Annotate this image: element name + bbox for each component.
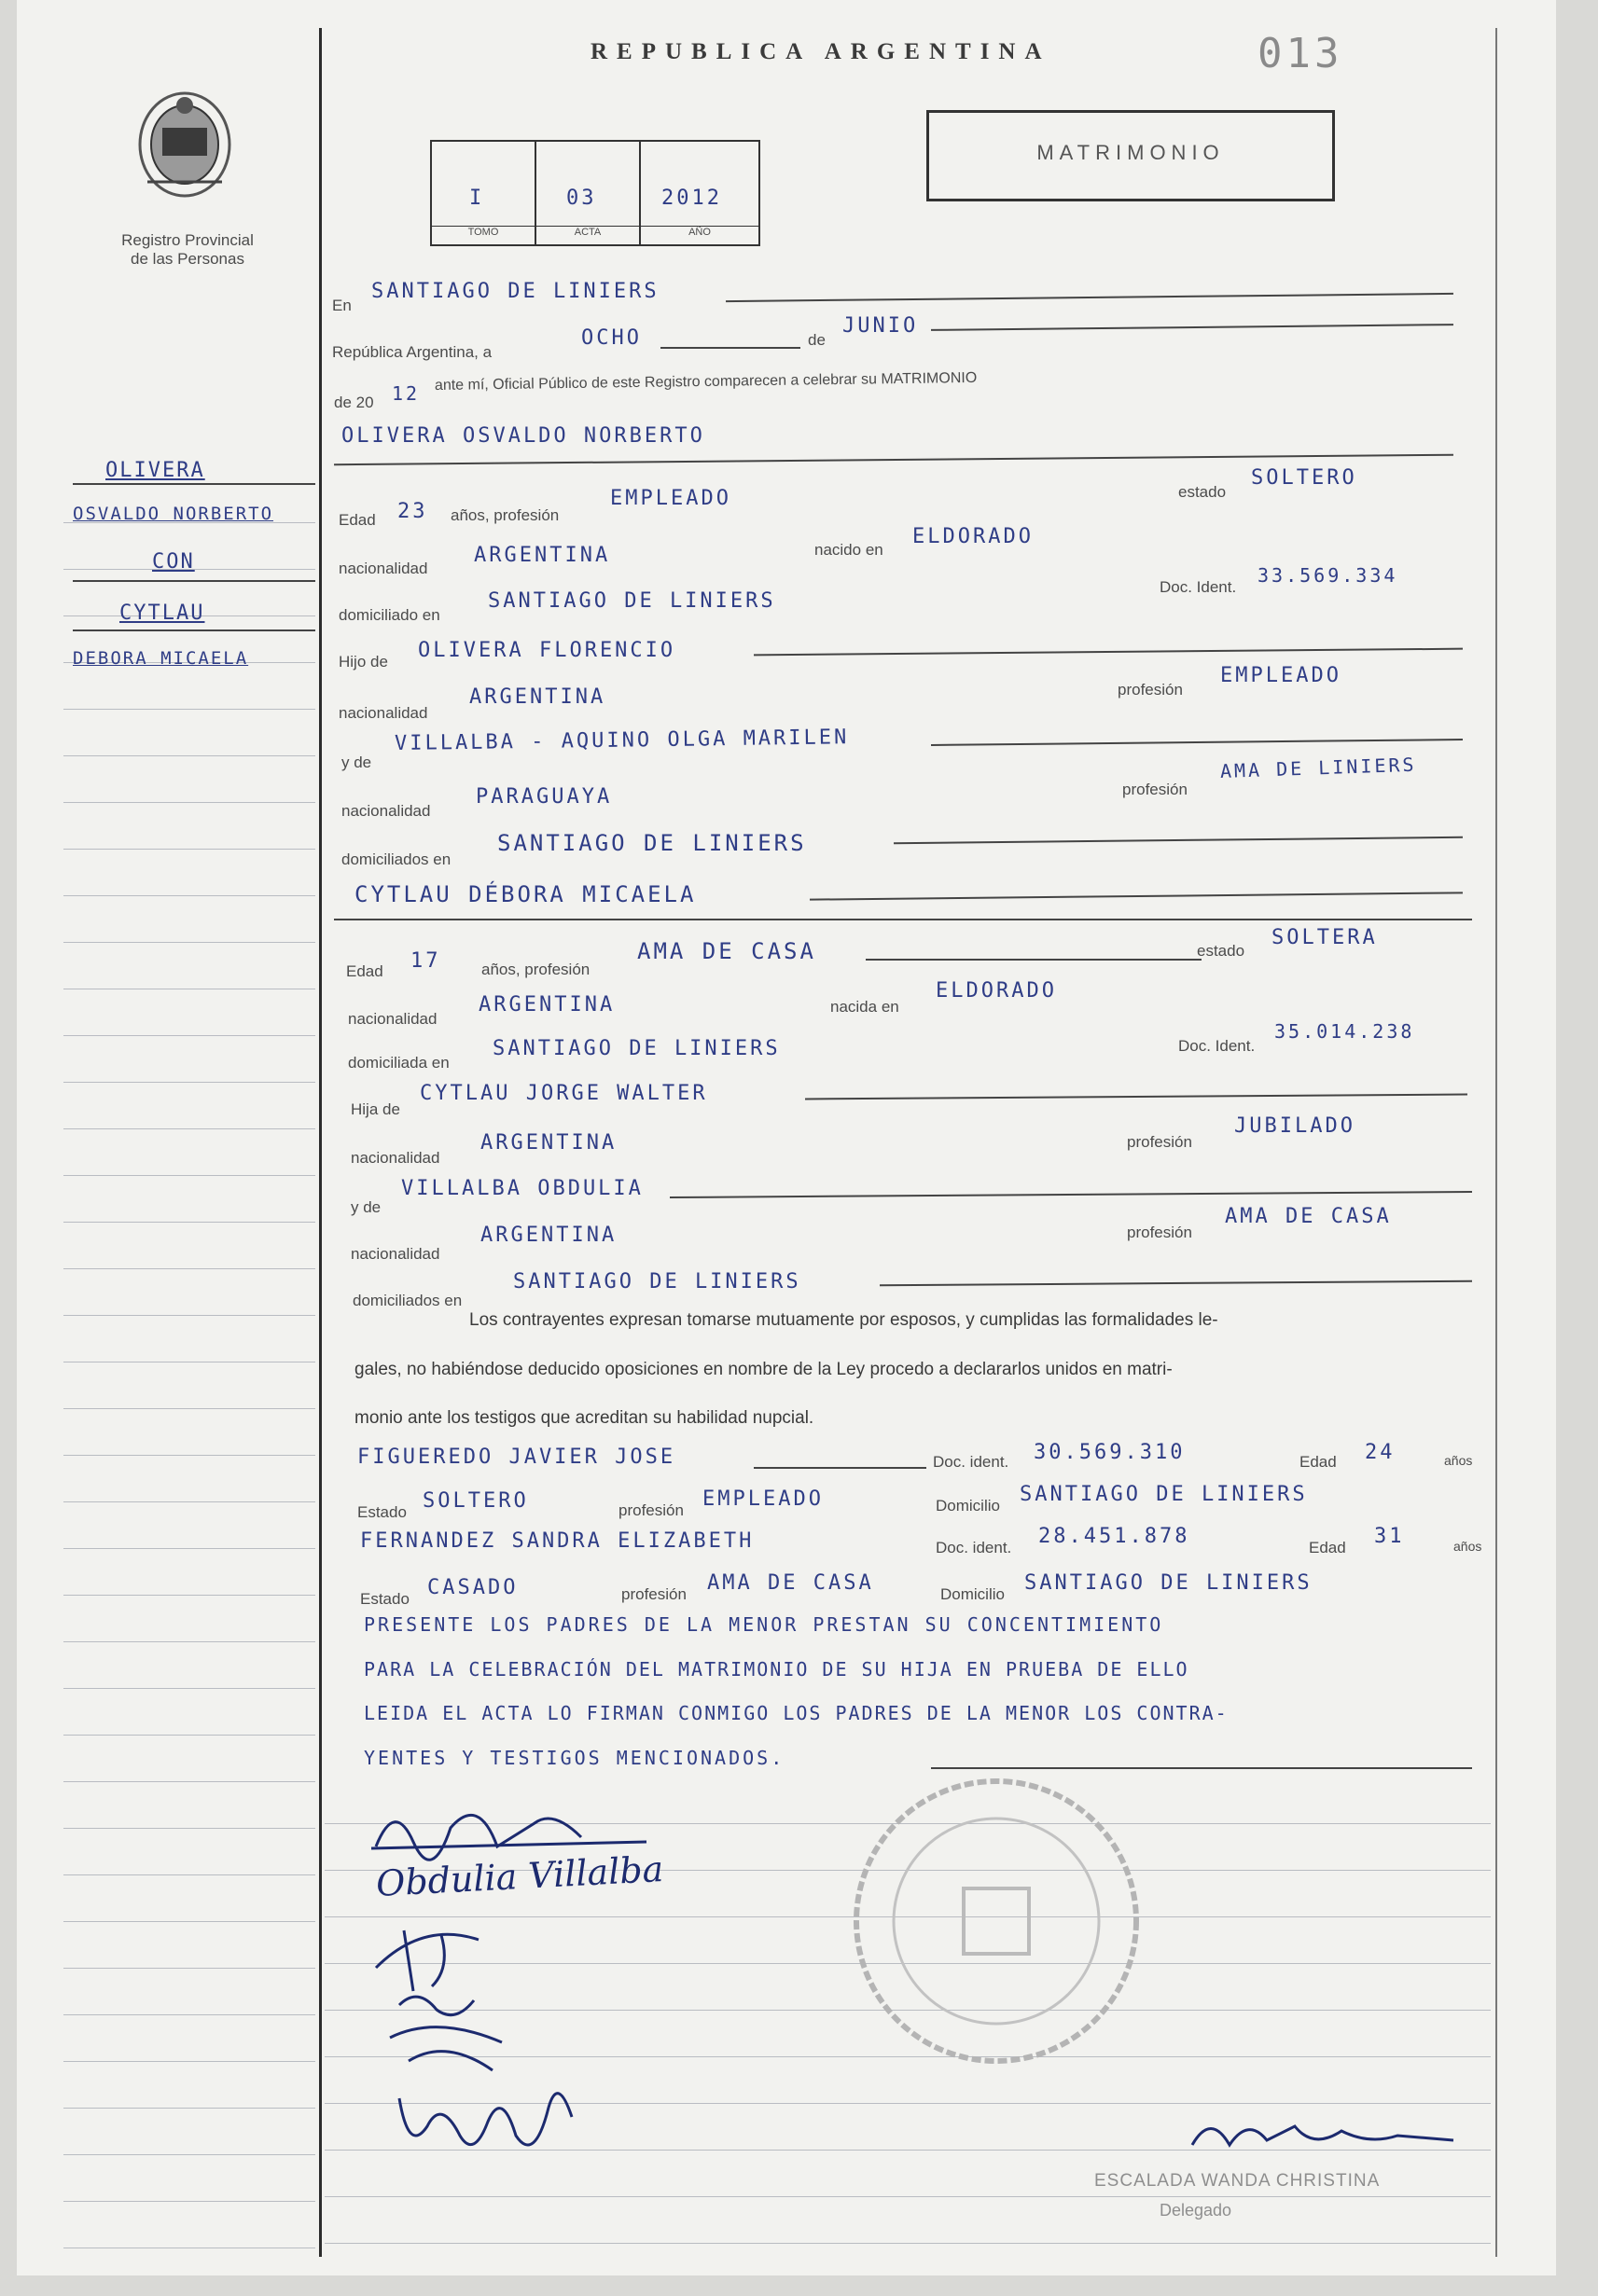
witness-1-anos-label: años: [1444, 1453, 1473, 1468]
groom-father-prof-label: profesión: [1118, 681, 1183, 698]
note-line-3: LEIDA EL ACTA LO FIRMAN CONMIGO LOS PADRES DE LA MENOR LOS CONTRA-: [364, 1702, 1229, 1724]
margin-line-3: CON: [152, 550, 195, 574]
witness-1-age: 24: [1365, 1441, 1396, 1464]
groom-age: 23: [397, 500, 428, 523]
bride-mother-profession: AMA DE CASA: [1225, 1205, 1392, 1228]
bride-birthplace: ELDORADO: [936, 979, 1057, 1003]
bride-doc-label: Doc. Ident.: [1178, 1037, 1256, 1055]
official-seal-icon: [842, 1767, 1150, 2080]
groom-hijo-label: Hijo de: [339, 653, 388, 671]
witness-1-profession: EMPLEADO: [702, 1487, 824, 1511]
bride-father-prof-label: profesión: [1127, 1133, 1192, 1151]
acta-label: ACTA: [536, 226, 639, 238]
groom-estado: SOLTERO: [1251, 466, 1357, 490]
witness-1-domicile: SANTIAGO DE LINIERS: [1020, 1483, 1308, 1506]
intro-day: OCHO: [581, 326, 642, 350]
groom-nacionalidad-label: nacionalidad: [339, 560, 428, 577]
groom-domicile: SANTIAGO DE LINIERS: [488, 589, 776, 613]
bride-profession-line: [866, 959, 1202, 961]
bride-father-profession: JUBILADO: [1234, 1114, 1355, 1138]
document-page: [17, 0, 1556, 2275]
bride-domicile: SANTIAGO DE LINIERS: [493, 1037, 781, 1060]
bride-age: 17: [410, 949, 441, 973]
bride-estado: SOLTERA: [1271, 926, 1378, 949]
witness-2-profession: AMA DE CASA: [707, 1571, 874, 1595]
bride-nationality: ARGENTINA: [479, 993, 616, 1017]
margin-line-5: DEBORA MICAELA: [73, 648, 249, 669]
bride-father: CYTLAU JORGE WALTER: [420, 1082, 708, 1105]
bride-domiciliados-label: domiciliados en: [353, 1292, 463, 1309]
witness-1-estado: SOLTERO: [423, 1489, 529, 1513]
bride-father-nat-label: nacionalidad: [351, 1149, 440, 1167]
witness-2-estado: CASADO: [427, 1576, 519, 1599]
acta-value: 03: [566, 187, 597, 210]
groom-domiciliados-label: domiciliados en: [341, 851, 452, 868]
bride-mother-prof-label: profesión: [1127, 1224, 1192, 1241]
bride-profession: AMA DE CASA: [637, 938, 816, 964]
witness-2-domicilio-label: Domicilio: [940, 1585, 1005, 1603]
witness-2-domicile: SANTIAGO DE LINIERS: [1024, 1571, 1313, 1595]
margin-line-4: CYTLAU: [119, 602, 205, 625]
note-line-1: PRESENTE LOS PADRES DE LA MENOR PRESTAN SU CONCENTIMIENTO: [364, 1613, 1164, 1636]
groom-mother-line: [931, 739, 1463, 746]
bride-nacida-label: nacida en: [830, 998, 899, 1016]
witness-2-doc-label: Doc. ident.: [936, 1539, 1012, 1556]
registry-emblem-icon: [129, 79, 241, 205]
bride-name: CYTLAU DÉBORA MICAELA: [354, 881, 697, 907]
witness-1-estado-label: Estado: [357, 1503, 407, 1521]
bride-domicilio-label: domiciliada en: [348, 1054, 450, 1072]
tomo-value: I: [469, 187, 485, 210]
bride-parents-line: [880, 1280, 1472, 1286]
witness-1-name: FIGUEREDO JAVIER JOSE: [357, 1445, 676, 1469]
groom-father-profession: EMPLEADO: [1220, 664, 1341, 687]
bride-mother-nationality: ARGENTINA: [480, 1224, 618, 1247]
witness-1-profesion-label: profesión: [618, 1501, 684, 1519]
witness-1-name-line: [754, 1467, 926, 1469]
witness-1-domicilio-label: Domicilio: [936, 1497, 1000, 1515]
witness-2-anos-label: años: [1453, 1539, 1482, 1554]
margin-underline: [73, 629, 315, 631]
right-border: [1495, 28, 1497, 2257]
bride-doc: 35.014.238: [1274, 1020, 1415, 1043]
signature-2: Obdulia Villalba: [375, 1847, 665, 1905]
groom-doc-label: Doc. Ident.: [1160, 578, 1237, 596]
intro-day-line: [660, 347, 800, 349]
bride-father-nationality: ARGENTINA: [480, 1131, 618, 1155]
intro-place: SANTIAGO DE LINIERS: [371, 280, 660, 303]
witness-1-edad-label: Edad: [1299, 1453, 1337, 1471]
bride-estado-label: estado: [1197, 942, 1245, 960]
intro-phrase: ante mí, Oficial Público de este Registro comparecen a celebrar su MATRIMONIO: [434, 369, 978, 394]
tomo-cell: [432, 142, 536, 244]
official-stamp-title: Delegado: [1160, 2201, 1232, 2220]
groom-anos-label: años, profesión: [451, 506, 560, 524]
registry-label: Registro Provincial de las Personas: [121, 231, 254, 268]
country-title: REPUBLICA ARGENTINA: [591, 39, 1051, 64]
bride-separator: [334, 919, 1472, 920]
witness-2-doc: 28.451.878: [1038, 1525, 1190, 1548]
statement-line-1: Los contrayentes expresan tomarse mutuamente por esposos, y cumplidas las formalidades le-: [469, 1310, 1218, 1330]
margin-underline: [73, 580, 315, 582]
groom-edad-label: Edad: [339, 511, 376, 529]
groom-parents-domicile: SANTIAGO DE LINIERS: [497, 830, 807, 856]
groom-parents-line: [894, 837, 1463, 844]
intro-month: JUNIO: [842, 314, 919, 338]
groom-father-line: [754, 648, 1463, 657]
witness-2-edad-label: Edad: [1309, 1539, 1346, 1556]
groom-father-nat-label: nacionalidad: [339, 704, 428, 722]
acta-cell: [536, 142, 641, 244]
groom-yde-label: y de: [341, 754, 372, 771]
witness-2-age: 31: [1374, 1525, 1405, 1548]
record-number-box: [430, 140, 760, 246]
statement-line-2: gales, no habiéndose deducido oposiciones en nombre de la Ley procedo a declararlos unidos en matri-: [354, 1360, 1173, 1379]
groom-name: OLIVERA OSVALDO NORBERTO: [341, 424, 705, 448]
ano-cell: [641, 142, 758, 244]
groom-father: OLIVERA FLORENCIO: [418, 639, 676, 662]
groom-mother-profession: AMA DE LINIERS: [1219, 753, 1417, 782]
groom-mother-prof-label: profesión: [1122, 781, 1188, 798]
ano-value: 2012: [661, 187, 722, 210]
margin-line-2: OSVALDO NORBERTO: [73, 504, 274, 524]
bride-nacionalidad-label: nacionalidad: [348, 1010, 438, 1028]
intro-month-line: [931, 324, 1453, 331]
witness-2-profesion-label: profesión: [621, 1585, 687, 1603]
official-stamp-name: ESCALADA WANDA CHRISTINA: [1094, 2171, 1381, 2191]
record-type: MATRIMONIO: [1036, 141, 1225, 164]
official-signature-icon: [1183, 2108, 1463, 2168]
bride-anos-label: años, profesión: [481, 961, 591, 978]
groom-doc: 33.569.334: [1258, 564, 1398, 587]
bride-yde-label: y de: [351, 1198, 382, 1216]
groom-mother-nationality: PARAGUAYA: [476, 785, 613, 809]
margin-line-1: OLIVERA: [105, 459, 205, 482]
witness-1-doc: 30.569.310: [1034, 1441, 1186, 1464]
year-prefix: de 20: [334, 394, 374, 411]
groom-name-line: [334, 454, 1453, 465]
groom-father-nationality: ARGENTINA: [469, 685, 606, 709]
margin-divider: [319, 28, 322, 2257]
record-type-box: [926, 110, 1335, 201]
ano-label: AÑO: [641, 226, 758, 238]
intro-place-line: [726, 293, 1453, 302]
bride-edad-label: Edad: [346, 962, 383, 980]
de-label: de: [808, 331, 826, 349]
bride-hija-label: Hija de: [351, 1100, 400, 1118]
groom-domicilio-label: domiciliado en: [339, 606, 440, 624]
groom-mother: VILLALBA - AQUINO OLGA MARILEN: [394, 726, 850, 755]
witness-2-name: FERNANDEZ SANDRA ELIZABETH: [360, 1529, 755, 1553]
bride-mother-line: [670, 1191, 1472, 1198]
page-number: 013: [1258, 30, 1343, 77]
note-line-4: YENTES Y TESTIGOS MENCIONADOS.: [364, 1747, 785, 1769]
bride-name-line: [810, 892, 1463, 900]
tomo-label: TOMO: [432, 226, 535, 238]
groom-birthplace: ELDORADO: [912, 525, 1034, 548]
statement-line-3: monio ante los testigos que acreditan su habilidad nupcial.: [354, 1408, 814, 1428]
groom-nacido-label: nacido en: [814, 541, 883, 559]
note-line-2: PARA LA CELEBRACIÓN DEL MATRIMONIO DE SU HIJA EN PRUEBA DE ELLO: [364, 1658, 1189, 1681]
republica-label: República Argentina, a: [332, 343, 493, 361]
witness-1-doc-label: Doc. ident.: [933, 1453, 1009, 1471]
witness-2-estado-label: Estado: [360, 1590, 410, 1608]
bride-father-line: [805, 1094, 1467, 1100]
signature-5-icon: [385, 2070, 609, 2178]
intro-year: 12: [392, 382, 421, 405]
groom-mother-nat-label: nacionalidad: [341, 802, 431, 820]
bride-mother-nat-label: nacionalidad: [351, 1245, 440, 1263]
en-label: En: [332, 297, 352, 314]
groom-estado-label: estado: [1178, 483, 1227, 501]
bride-mother: VILLALBA OBDULIA: [401, 1177, 644, 1200]
margin-underline: [73, 483, 315, 485]
bride-parents-domicile: SANTIAGO DE LINIERS: [513, 1270, 801, 1293]
groom-nationality: ARGENTINA: [474, 544, 611, 567]
groom-profession: EMPLEADO: [610, 487, 731, 510]
